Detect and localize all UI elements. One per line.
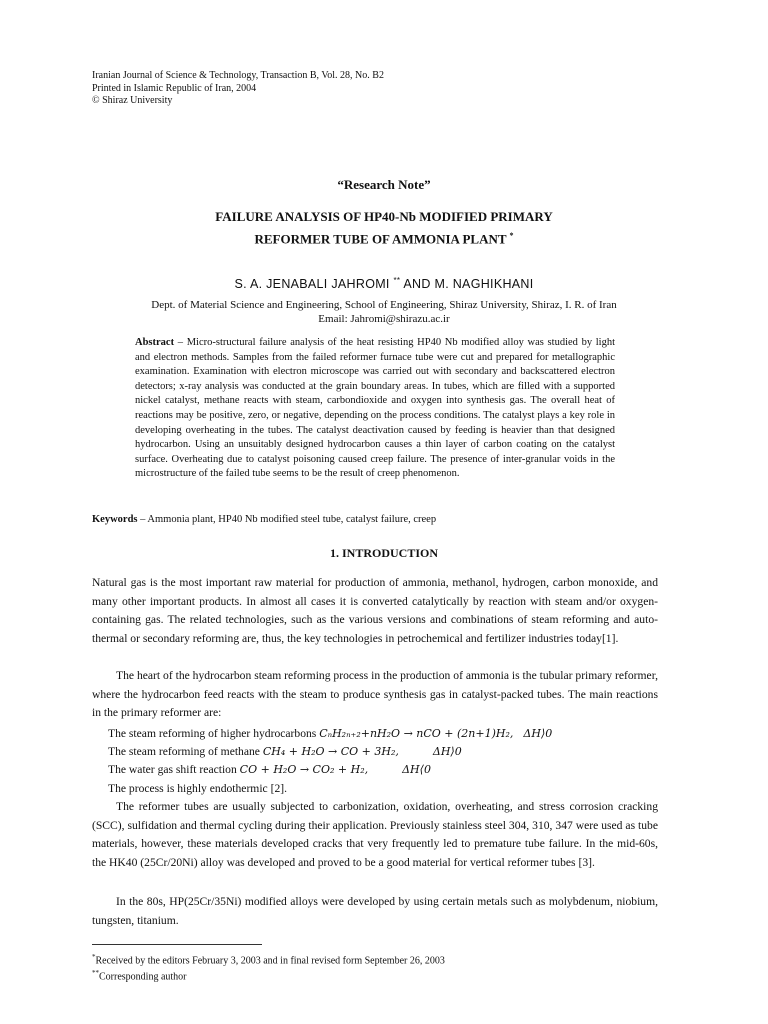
author-first: S. A. JENABALI JAHROMI [234,277,390,292]
eq3-delta: ΔH⟨0 [402,763,431,776]
keywords-label: Keywords [92,514,138,525]
eq3-label: The water gas shift reaction [108,763,240,776]
footnote-2 [92,967,445,983]
footnote-2-text: Corresponding author [99,971,187,983]
footnotes [92,951,445,984]
title-line-2-text: REFORMER TUBE OF AMMONIA PLANT [254,231,507,247]
intro-paragraph-2: The heart of the hydrocarbon steam reforming process in the production of ammonia is the tubular primary reformer, where the hydrocarbon feed reacts with the steam to produce synthesis gas in catalyst-packed tubes. The main reactions in the primary reformer are: [92,669,658,720]
eq1-label: The steam reforming of higher hydrocarbons [108,727,320,740]
journal-line-2: Printed in Islamic Republic of Iran, 2004 [92,82,257,94]
footnote-1 [92,951,445,967]
affiliation-email: Email: Jahromi@shirazu.ac.ir [318,313,450,325]
author-footnote-mark: ** [393,276,401,285]
intro-paragraph-1: Natural gas is the most important raw material for production of ammonia, methanol, hydrogen, carbon monoxide, and many other important products. In almost all cases it is converted catalytically by reaction with steam and/or oxygen-containing gas. The related technologies, such as the various versions and combinations of steam reforming and auto-thermal or secondary reforming are, thus, the key technologies in petrochemical and fertilizer industries today[1]. [92,576,658,645]
abstract-dash: – [174,337,187,348]
author-rest: AND M. NAGHIKHANI [400,277,534,292]
paper-title [0,207,768,248]
abstract-label: Abstract [135,337,175,348]
journal-header [92,70,384,108]
title-line-2 [0,226,768,248]
equation-note: The process is highly endothermic [2]. [108,782,288,795]
footnote-divider [92,944,262,945]
affiliation [0,298,768,326]
eq2-label: The steam reforming of methane [108,745,263,758]
section-heading-introduction: 1. INTRODUCTION [329,546,438,560]
eq2-delta: ΔH⟩0 [432,745,462,758]
title-line-1: FAILURE ANALYSIS OF HP40-Nb MODIFIED PRIMARY [215,209,553,224]
intro-paragraph-3: The reformer tubes are usually subjected to carbonization, oxidation, overheating, and stress corrosion cracking (SCC), sulfidation and thermal cycling during their application. Previously stainless steel 304, 310, 347 were used as tube materials, however, these materials developed cracks that very frequently led to premature tube failure. In the mid-60s, the HK40 (25Cr/20Ni) alloy was developed and proved to be a good material for vertical reformer tubes [3]. [92,800,658,869]
eq1-delta: ΔH⟩0 [523,727,553,740]
journal-line-3: © Shiraz University [92,95,173,106]
keywords-dash: – [137,514,148,525]
eq2-formula: CH₄ + H₂O → CO + 3H₂, [262,745,399,758]
affiliation-dept: Dept. of Material Science and Engineering, School of Engineering, Shiraz University, Shiraz, I. R. of Iran [151,299,617,311]
research-note-label: “Research Note” [337,177,431,192]
journal-line-1: Iranian Journal of Science & Technology, Transaction B, Vol. 28, No. B2 [92,70,384,81]
footnote-2-mark: ** [92,969,99,978]
equation-line-2 [108,743,668,761]
footnote-1-text: Received by the editors February 3, 2003 and in final revised form September 26, 2003 [95,955,445,967]
abstract [135,336,615,482]
keywords-text: Ammonia plant, HP40 Nb modified steel tube, catalyst failure, creep [147,514,437,525]
keywords [92,514,682,525]
equation-line-1 [108,725,668,743]
abstract-text: Micro-structural failure analysis of the heat resisting HP40 Nb modified alloy was studied by light and electron methods. Samples from the failed reformer furnace tube were cut and prepared for metallographic examination. Examination with electron microscope was carried out with secondary and backscattered electron detectors; x-ray analysis was conducted at the grain boundary areas. In tubes, which are filled with a supported nickel catalyst, methane reacts with steam, carbondioxide and oxygen into synthesis gas. The overall heat of reactions may be positive, zero, or negative, depending on the process conditions. The catalyst plays a key role in developing overheating in the tubes. The catalyst deactivation caused by feeding is heavier than that designed hydrocarbon. Using an unsuitably designed hydrocarbon causes a thin layer of carbon coating on the catalyst surface. Overheating due to catalyst poisoning caused creep failure. The presence of inter-granular voids in the microstructure of the failed tube seems to be the result of creep phenomenon. [135,337,616,480]
authors [0,276,768,291]
title-footnote-mark: * [509,231,514,240]
eq1-formula: CₙH₂ₙ₊₂+nH₂O → nCO + (2n+1)H₂, [319,727,514,740]
equation-line-3 [108,761,668,779]
eq3-formula: CO + H₂O → CO₂ + H₂, [239,763,369,776]
intro-paragraph-4: In the 80s, HP(25Cr/35Ni) modified alloys were developed by using certain metals such as molybdenum, niobium, tungsten, titanium. [92,895,658,927]
footnote-1-mark: * [92,953,96,961]
